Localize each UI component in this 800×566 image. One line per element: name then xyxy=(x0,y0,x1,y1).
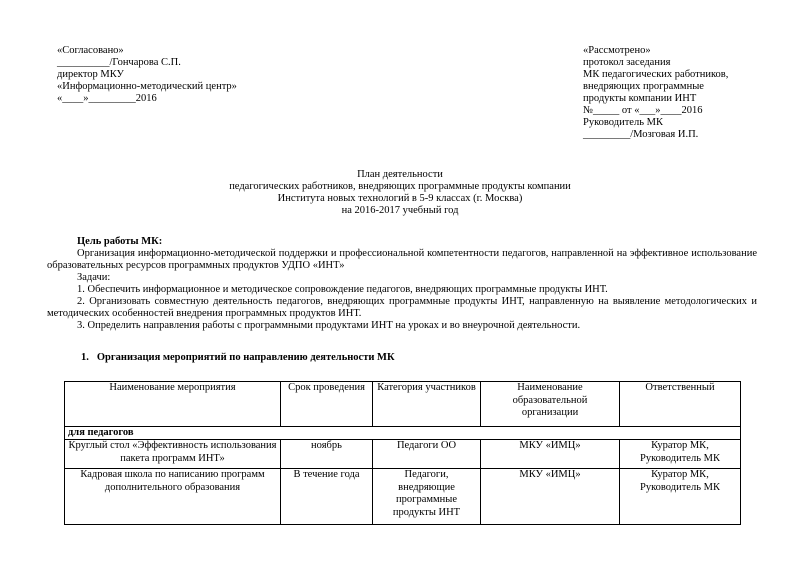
approval-left-line: «Информационно-методический центр» xyxy=(57,81,237,92)
approval-right-block xyxy=(583,45,728,141)
title-line: Института новых технологий в 5-9 классах (г. Москва) xyxy=(277,193,523,204)
header-cell-event: Наименование мероприятия xyxy=(65,382,281,427)
table-row xyxy=(65,469,741,525)
approval-right-line: Руководитель МК xyxy=(583,117,663,128)
section-heading xyxy=(47,352,395,364)
section-label: Организация мероприятий по направлению деятельности МК xyxy=(96,352,395,363)
table-group-row xyxy=(65,427,741,440)
task-item: 3. Определить направления работы с программными продуктами ИНТ на уроках и во внеурочной деятельности. xyxy=(77,320,581,331)
approval-right-line: продукты компании ИНТ xyxy=(583,93,697,104)
approval-right-line: №_____ от «___»____2016 xyxy=(583,105,703,116)
header-cell-responsible: Ответственный xyxy=(620,382,741,427)
approval-right-line: МК педагогических работников, xyxy=(583,69,729,80)
approval-left-line: «____»_________2016 xyxy=(57,93,157,104)
table-header-row xyxy=(65,382,741,427)
title-line: на 2016-2017 учебный год xyxy=(341,205,459,216)
cell-term: ноябрь xyxy=(281,440,373,469)
header-cell-term: Срок проведения xyxy=(281,382,373,427)
cell-term: В течение года xyxy=(281,469,373,525)
document-title xyxy=(0,169,800,217)
approval-right-line: внедряющих программные xyxy=(583,81,704,92)
cell-category: Педагоги ОО xyxy=(373,440,481,469)
approval-left-line: __________/Гончарова С.П. xyxy=(57,57,181,68)
task-item: 1. Обеспечить информационное и методическое сопровождение педагогов, внедряющих программные продукты ИНТ. xyxy=(77,284,608,295)
activities-table xyxy=(64,381,741,525)
table-row xyxy=(65,440,741,469)
cell-organization: МКУ «ИМЦ» xyxy=(481,469,620,525)
approval-left-line: директор МКУ xyxy=(57,69,124,80)
section-number: 1. xyxy=(81,352,89,363)
document-body xyxy=(47,236,757,332)
title-line: педагогических работников, внедряющих программные продукты компании xyxy=(229,181,571,192)
cell-event: Кадровая школа по написанию программ дополнительного образования xyxy=(65,469,281,525)
approval-right-line: протокол заседания xyxy=(583,57,671,68)
cell-event: Круглый стол «Эффективность использования пакета программ ИНТ» xyxy=(65,440,281,469)
tasks-heading: Задачи: xyxy=(77,272,111,283)
approval-left-line: «Согласовано» xyxy=(57,45,124,56)
title-line: План деятельности xyxy=(357,169,443,180)
header-cell-category: Категория участников xyxy=(373,382,481,427)
cell-organization: МКУ «ИМЦ» xyxy=(481,440,620,469)
goal-text: Организация информационно-методической поддержки и профессиональной компетентности педагогов, направленной на эффективное использование образовательных ресурсов программных продуктов УДПО «ИНТ» xyxy=(47,248,757,271)
header-cell-organization: Наименование образовательной организации xyxy=(481,382,620,427)
approval-right-line: _________/Мозговая И.П. xyxy=(583,129,699,140)
group-row-label: для педагогов xyxy=(65,427,741,440)
cell-category: Педагоги, внедряющие программные продукты ИНТ xyxy=(373,469,481,525)
approval-left-block xyxy=(57,45,237,105)
goal-heading: Цель работы МК: xyxy=(77,236,163,247)
cell-responsible: Куратор МК, Руководитель МК xyxy=(620,469,741,525)
task-item: 2. Организовать совместную деятельность педагогов, внедряющих программные продукты ИНТ, направленную на выявление методологических и методических особенностей внедрения программных продуктов ИНТ. xyxy=(47,296,757,319)
approval-right-line: «Рассмотрено» xyxy=(583,45,651,56)
cell-responsible: Куратор МК, Руководитель МК xyxy=(620,440,741,469)
